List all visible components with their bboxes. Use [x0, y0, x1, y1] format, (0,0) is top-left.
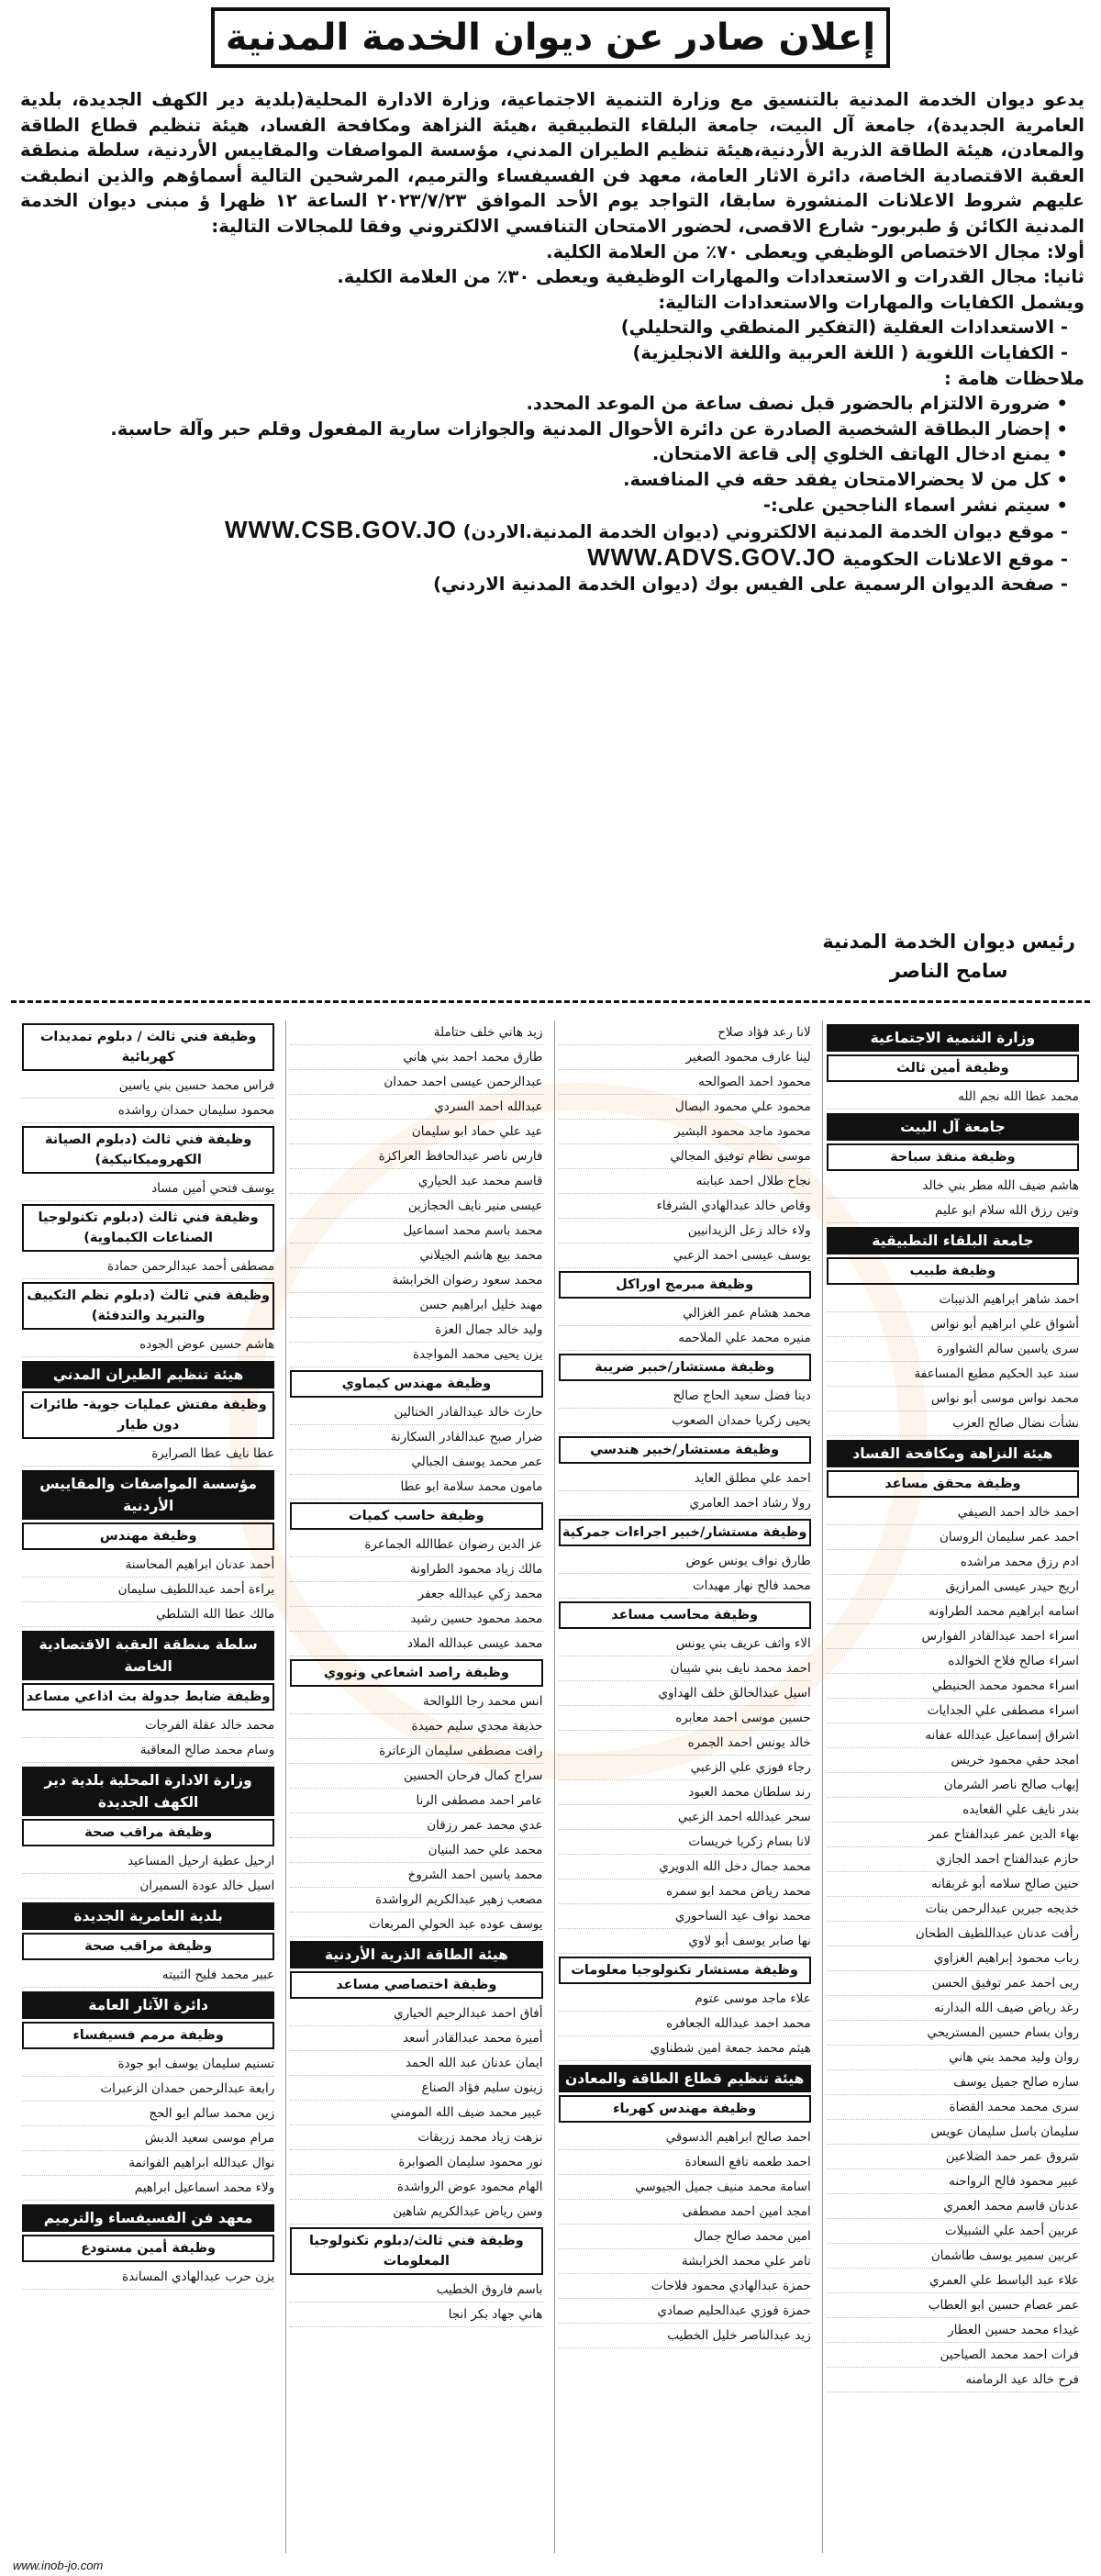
candidate-name: رابعة عبدالرحمن حمدان الزعبرات — [22, 2077, 274, 2102]
candidate-name: رند سلطان محمد العبود — [559, 1780, 811, 1805]
candidate-name: إيهاب صالح ناصر الشرمان — [827, 1773, 1079, 1798]
job-heading: وظيفة اختصاصي مساعد — [290, 1971, 542, 1999]
candidate-name: عبدالله احمد السردي — [290, 1095, 542, 1120]
candidate-column-3 — [285, 1020, 546, 2553]
candidate-name: اسيل خالد عودة السميران — [22, 1874, 274, 1899]
candidate-name: أميرة محمد عبدالقادر أسعد — [290, 2026, 542, 2051]
job-heading: وظيفة فني ثالث (دبلوم الصيانة الكهروميكانيكية) — [22, 1126, 274, 1174]
agency-heading: جامعة آل البيت — [827, 1113, 1079, 1141]
candidate-list — [827, 1288, 1079, 1436]
candidate-name: عمر عصام حسين ابو العطاب — [827, 2293, 1079, 2318]
candidate-name: وتين رزق الله سلام ابو عليم — [827, 1199, 1079, 1223]
candidate-name: عربين سمير يوسف طاشمان — [827, 2244, 1079, 2269]
candidate-name: اسراء صالح فلاح الخوالده — [827, 1649, 1079, 1674]
note-2: • إحضار البطاقة الشخصية الصادرة عن دائرة الأحوال المدنية والجوازات سارية المفعول وقلم حبر وآلة حاسبة. — [20, 417, 1084, 442]
candidate-name: يوسف عيسى احمد الزعبي — [559, 1243, 811, 1268]
candidate-name: اريج حيدر عيسى المرازيق — [827, 1575, 1079, 1600]
agency-heading: هيئة تنظيم الطيران المدني — [22, 1361, 274, 1388]
agency-heading: هيئة النزاهة ومكافحة الفساد — [827, 1440, 1079, 1467]
candidate-name: يزن يحيى محمد المواجدة — [290, 1343, 542, 1367]
candidate-name: سرى ياسين سالم الشواورة — [827, 1337, 1079, 1362]
candidate-list — [559, 1020, 811, 1268]
candidate-list — [290, 1020, 542, 1367]
candidate-name: عبير محمد ضيف الله المومني — [290, 2101, 542, 2125]
candidate-name: روان بسام حسين المستريحي — [827, 2021, 1079, 2046]
agency-heading: سلطة منطقة العقبة الاقتصادية الخاصة — [22, 1631, 274, 1680]
candidate-name: محمد ياسين احمد الشروخ — [290, 1863, 542, 1888]
candidate-name: اسيل عبدالخالق خلف الهداوي — [559, 1681, 811, 1706]
candidate-name: رافت مصطفى سليمان الزعاترة — [290, 1739, 542, 1764]
candidate-name: خديجه جبرين عبدالرحمن بنات — [827, 1897, 1079, 1922]
candidate-list — [22, 1176, 274, 1201]
candidate-list — [290, 1533, 542, 1656]
job-heading: وظيفة حاسب كميات — [290, 1502, 542, 1530]
candidate-column-2 — [554, 1020, 815, 2553]
candidate-name: هاني جهاد بكر انجا — [290, 2303, 542, 2327]
note-3: • يمنع ادخال الهاتف الخلوي إلى قاعة الامتحان. — [20, 441, 1084, 467]
mental-aptitude: - الاستعدادات العقلية (التفكير المنطقي والتحليلي) — [20, 315, 1084, 340]
candidate-name: اسراء احمد عبدالقادر الفوارس — [827, 1624, 1079, 1649]
candidate-name: مهند خليل ابراهيم حسن — [290, 1293, 542, 1318]
candidate-name: محمد عطا الله نجم الله — [827, 1085, 1079, 1110]
candidate-name: محمد رياض محمد ابو سمره — [559, 1879, 811, 1904]
job-heading: وظيفة فني ثالث (دبلوم تكنولوجيا الصناعات الكيماوية) — [22, 1204, 274, 1252]
candidate-list — [22, 1074, 274, 1123]
candidate-name: بندر نايف علي القعايده — [827, 1798, 1079, 1823]
candidate-name: محمود احمد الصوالحه — [559, 1070, 811, 1095]
candidate-name: نور محمود سليمان الصوابرة — [290, 2150, 542, 2175]
candidate-name: مالك عطا الله الشلطي — [22, 1602, 274, 1627]
first-field: أولا: مجال الاختصاص الوظيفي ويعطى ٧٠٪ من العلامة الكلية. — [546, 240, 1084, 262]
job-heading: وظيفة مبرمج اوراكل — [559, 1271, 811, 1299]
job-heading: وظيفة طبيب — [827, 1257, 1079, 1285]
candidate-list — [827, 1174, 1079, 1223]
candidate-list — [22, 1849, 274, 1899]
candidate-list — [827, 1085, 1079, 1110]
job-heading: وظيفة أمين مستودع — [22, 2235, 274, 2262]
site-2-label: موقع الاعلانات الحكومية — [842, 548, 1055, 570]
candidate-name: فراس محمد حسين بني ياسين — [22, 1074, 274, 1098]
note-5: • سيتم نشر اسماء الناجحين على:- — [20, 493, 1084, 519]
job-heading: وظيفة مستشار تكنولوجيا معلومات — [559, 1957, 811, 1984]
candidate-name: وليد خالد جمال العزة — [290, 1318, 542, 1343]
candidate-name: ساره صالح جميل يوسف — [827, 2070, 1079, 2095]
candidate-name: دينا فضل سعيد الحاج صالح — [559, 1384, 811, 1409]
site-2-url[interactable]: WWW.ADVS.GOV.JO — [587, 542, 837, 571]
candidate-name: علاء عبد الباسط علي العمري — [827, 2269, 1079, 2293]
candidate-name: اسراء مصطفى علي الجدايات — [827, 1699, 1079, 1723]
candidate-list — [22, 1442, 274, 1466]
agency-heading: مؤسسة المواصفات والمقاييس الأردنية — [22, 1470, 274, 1520]
candidate-name: غيداء محمد حسين العطار — [827, 2318, 1079, 2343]
candidate-list — [22, 2052, 274, 2201]
candidate-name: عبير محمود فالح الرواحنه — [827, 2169, 1079, 2194]
site-1 — [20, 518, 1084, 545]
candidate-name: محمد جمال دخل الله الدويري — [559, 1855, 811, 1879]
signature-block — [822, 927, 1075, 986]
site-3: - صفحة الديوان الرسمية على الفيس بوك (ديوان الخدمة المدنية الاردني) — [20, 572, 1084, 597]
candidate-name: محمد باسم محمد اسماعيل — [290, 1219, 542, 1243]
candidate-columns — [18, 1020, 1083, 2553]
candidate-name: مصطفى أحمد عبدالرحمن حمادة — [22, 1255, 274, 1279]
candidate-name: سرى محمد محمد القضاة — [827, 2095, 1079, 2120]
candidate-name: احمد طعمه نافع السعادة — [559, 2150, 811, 2175]
candidate-name: احمد عمر سليمان الروسان — [827, 1525, 1079, 1550]
candidate-name: امين محمد صالح جمال — [559, 2225, 811, 2249]
second-field: ثانيا: مجال القدرات و الاستعدادات والمهارات الوظيفية ويعطى ٣٠٪ من العلامة الكلية. — [337, 266, 1084, 288]
candidate-name: طارق نواف يونس عوض — [559, 1549, 811, 1574]
candidate-list — [559, 2125, 811, 2348]
job-heading: وظيفة مستشار/خبير اجراءات جمركية — [559, 1519, 811, 1546]
candidate-name: لينا عارف محمود الصغير — [559, 1045, 811, 1070]
candidate-name: محمد هشام عمر الغزالي — [559, 1301, 811, 1326]
candidate-name: الهام محمود عوض الرواشدة — [290, 2175, 542, 2200]
includes-line: ويشمل الكفايات والمهارات والاستعدادات التالية: — [658, 291, 1084, 313]
candidate-name: ولاء محمد اسماعيل ابراهيم — [22, 2176, 274, 2201]
candidate-name: يزن حرب عبدالهادي المساندة — [22, 2265, 274, 2290]
candidate-name: نجاح طلال احمد عبابنه — [559, 1169, 811, 1194]
candidate-list — [559, 1301, 811, 1351]
agency-heading: جامعة البلقاء التطبيقية — [827, 1227, 1079, 1255]
candidate-name: رولا رشاد احمد العامري — [559, 1491, 811, 1516]
candidate-list — [22, 2265, 274, 2290]
candidate-name: محمد زكي عبدالله جعفر — [290, 1582, 542, 1607]
agency-heading: هيئة تنظيم قطاع الطاقة والمعادن — [559, 2065, 811, 2092]
candidate-name: اسامة محمد منيف جميل الجيوسي — [559, 2175, 811, 2200]
agency-heading: معهد فن الفسيفساء والترميم — [22, 2204, 274, 2232]
job-heading: وظيفة مراقب صحة — [22, 1819, 274, 1846]
candidate-name: لانا رعد فؤاد صلاح — [559, 1020, 811, 1045]
job-heading: وظيفة ضابط جدولة بث اذاعي مساعد — [22, 1683, 274, 1711]
agency-heading: دائرة الآثار العامة — [22, 1991, 274, 2019]
candidate-name: ضرار صبح عبدالقادر السكارنة — [290, 1425, 542, 1450]
candidate-name: احمد شاهر ابراهيم الذنيبات — [827, 1288, 1079, 1312]
candidate-name: أفاق احمد عبدالرحيم الحياري — [290, 2002, 542, 2026]
candidate-name: محمد بيع هاشم الجيلاني — [290, 1243, 542, 1268]
candidate-name: فارس ناصر عبدالحافظ العراكزة — [290, 1144, 542, 1169]
candidate-name: نها صابر يوسف أبو لاوي — [559, 1929, 811, 1954]
candidate-list — [22, 1963, 274, 1988]
job-heading: وظيفة محاسب مساعد — [559, 1601, 811, 1629]
candidate-name: عدنان قاسم محمد العمري — [827, 2194, 1079, 2219]
candidate-name: عبدالرحمن عيسى احمد حمدان — [290, 1070, 542, 1095]
candidate-name: خالد يونس احمد الجمره — [559, 1731, 811, 1756]
job-heading: وظيفة مستشار/خبير ضريبة — [559, 1354, 811, 1381]
candidate-name: اشراق إسماعيل عبدالله عفانه — [827, 1723, 1079, 1748]
candidate-name: فرح خالد عيد الرمامنه — [827, 2368, 1079, 2392]
job-heading: وظيفة مراقب صحة — [22, 1933, 274, 1960]
candidate-name: مالك زياد محمود الطراونة — [290, 1557, 542, 1582]
site-1-label: موقع ديوان الخدمة المدنية الالكتروني (ديوان الخدمة المدنية.الاردن) — [462, 521, 1055, 543]
candidate-name: زيد عبدالناصر خليل الخطيب — [559, 2324, 811, 2348]
candidate-name: محمد خالد عقلة الفرجات — [22, 1713, 274, 1738]
candidate-name: سحر عبدالله احمد الزعبي — [559, 1805, 811, 1830]
candidate-name: مرام موسى سعيد الدبش — [22, 2126, 274, 2151]
candidate-name: يحيى زكريا حمدان الصعوب — [559, 1409, 811, 1433]
signature-title: رئيس ديوان الخدمة المدنية — [822, 931, 1075, 953]
notes-title: ملاحظات هامة : — [944, 367, 1084, 389]
candidate-name: ايمان عدنان عبد الله الحمد — [290, 2051, 542, 2076]
candidate-name: ربى احمد عمر توفيق الحسن — [827, 1971, 1079, 1996]
candidate-name: لانا بسام زكريا خريسات — [559, 1830, 811, 1855]
candidate-name: محمود ماجد محمود البشير — [559, 1120, 811, 1144]
candidate-name: احمد علي مطلق العايد — [559, 1466, 811, 1491]
candidate-list — [290, 2002, 542, 2225]
candidate-list — [559, 1384, 811, 1433]
candidate-name: رجاء فوزي علي الزعبي — [559, 1756, 811, 1780]
candidate-name: هاشم حسين عوض الجوده — [22, 1333, 274, 1357]
candidate-list — [290, 1400, 542, 1500]
dashed-divider — [11, 1000, 1090, 1003]
job-heading: وظيفة مستشار/خبير هندسي — [559, 1436, 811, 1464]
candidate-list — [290, 2278, 542, 2327]
footer-url: www.inob-jo.com — [13, 2559, 104, 2572]
candidate-list — [22, 1255, 274, 1279]
candidate-name: تسنيم سليمان يوسف ابو جودة — [22, 2052, 274, 2077]
candidate-name: عز الدين رضوان عطاالله الجماعرة — [290, 1533, 542, 1557]
signature-name: سامح الناصر — [889, 960, 1008, 982]
page-title — [211, 7, 890, 68]
candidate-column-1 — [822, 1020, 1083, 2553]
candidate-name: شروق عمر حمد الضلاعين — [827, 2145, 1079, 2169]
candidate-name: زينون سليم فؤاد الصناع — [290, 2076, 542, 2101]
candidate-name: هيثم محمد جمعة امين شطناوي — [559, 2036, 811, 2061]
candidate-name: محمد عيسى عبدالله الملاد — [290, 1632, 542, 1656]
candidate-name: محمد فالح نهار مهيدات — [559, 1574, 811, 1599]
candidate-name: باسم فاروق الخطيب — [290, 2278, 542, 2303]
candidate-name: محمد علي حمد البنيان — [290, 1838, 542, 1863]
language-aptitude: - الكفايات اللغوية ( اللغة العربية واللغة الانجليزية) — [20, 340, 1084, 366]
candidate-list — [290, 1689, 542, 1937]
agency-heading: بلدية العامرية الجديدة — [22, 1902, 274, 1930]
candidate-name: موسى نظام توفيق المجالي — [559, 1144, 811, 1169]
candidate-name: فرات احمد محمد الصياحين — [827, 2343, 1079, 2368]
candidate-name: محمود سليمان حمدان رواشده — [22, 1098, 274, 1123]
candidate-list — [22, 1713, 274, 1763]
candidate-name: نوال عبدالله ابراهيم الفوانمة — [22, 2151, 274, 2176]
candidate-name: احمد صالح ابراهيم الدسوقي — [559, 2125, 811, 2150]
candidate-name: عطا نايف عطا الصرايرة — [22, 1442, 274, 1466]
candidate-name: محمد سعود رضوان الخرابشة — [290, 1268, 542, 1293]
candidate-name: طارق محمد احمد بني هاني — [290, 1045, 542, 1070]
candidate-name: حارث خالد عبدالقادر الخنالين — [290, 1400, 542, 1425]
candidate-name: زيد هاني خلف حتاملة — [290, 1020, 542, 1045]
site-1-url[interactable]: WWW.CSB.GOV.JO — [225, 516, 457, 544]
candidate-name: احمد محمد نايف بني شيبان — [559, 1656, 811, 1681]
candidate-list — [22, 1553, 274, 1627]
candidate-name: محمد نواف عيد الساحوري — [559, 1904, 811, 1929]
candidate-name: رغد رياض ضيف الله البدارنه — [827, 1996, 1079, 2021]
candidate-name: عدي محمد عمر رزقان — [290, 1813, 542, 1838]
candidate-name: حسين موسى احمد معابره — [559, 1706, 811, 1731]
candidate-name: قاسم محمد عبد الحياري — [290, 1169, 542, 1194]
candidate-name: يوسف عوده عبد الحولي المربعات — [290, 1912, 542, 1937]
job-heading: وظيفة مرمم فسيفساء — [22, 2022, 274, 2049]
note-4: • كل من لا يحضرالامتحان يفقد حقه في المنافسة. — [20, 467, 1084, 493]
candidate-name: حنين صالح سلامه أبو غربقانه — [827, 1872, 1079, 1897]
candidate-name: سليمان باسل سليمان عويس — [827, 2120, 1079, 2145]
candidate-name: منيره محمد علي الملاحمه — [559, 1326, 811, 1351]
agency-heading: وزارة التنمية الاجتماعية — [827, 1024, 1079, 1052]
intro-text — [20, 87, 1084, 597]
job-heading: وظيفة فني ثالث (دبلوم نظم التكييف والتبريد والتدفئة) — [22, 1282, 274, 1330]
job-heading: وظيفة راصد اشعاعي ونووي — [290, 1659, 542, 1687]
candidate-name: حمزة عبدالهادي محمود فلاحات — [559, 2274, 811, 2299]
candidate-name: ادم رزق محمد مراشده — [827, 1550, 1079, 1575]
candidate-name: أشواق علي ابراهيم أبو نواس — [827, 1312, 1079, 1337]
candidate-name: امجد حقي محمود خريس — [827, 1748, 1079, 1773]
candidate-name: رباب محمود إبراهيم الغزاوي — [827, 1946, 1079, 1971]
candidate-name: وسن رياض عبدالكريم شاهين — [290, 2200, 542, 2225]
candidate-column-4 — [18, 1020, 278, 2553]
candidate-name: محمود علي محمود البصال — [559, 1095, 811, 1120]
candidate-name: نزهت زياد محمد زريقات — [290, 2125, 542, 2150]
candidate-name: سند عبد الحكيم مطيع المساعفة — [827, 1362, 1079, 1387]
candidate-name: حازم عبدالفتاح احمد الجازي — [827, 1847, 1079, 1872]
candidate-name: تامر علي محمد الخرابشة — [559, 2249, 811, 2274]
candidate-list — [559, 1549, 811, 1599]
candidate-name: ارحيل عطية ارحيل المساعيد — [22, 1849, 274, 1874]
job-heading: وظيفة مهندس كيماوي — [290, 1370, 542, 1398]
note-1: • ضرورة الالتزام بالحضور قبل نصف ساعة من الموعد المحدد. — [20, 391, 1084, 417]
job-heading: وظيفة منقذ سباحة — [827, 1143, 1079, 1171]
candidate-name: حمزة فوزي عبدالحليم صمادي — [559, 2299, 811, 2324]
candidate-list — [559, 1632, 811, 1954]
candidate-name: عامر احمد مصطفى الرنا — [290, 1789, 542, 1813]
agency-heading: وزارة الادارة المحلية بلدية دير الكهف الجديدة — [22, 1767, 274, 1816]
candidate-name: نشأت نضال صالح العزب — [827, 1411, 1079, 1436]
candidate-list — [22, 1333, 274, 1357]
page-title-text: إعلان صادر عن ديوان الخدمة المدنية — [225, 17, 876, 59]
job-heading: وظيفة فني ثالث/دبلوم تكنولوجيا المعلومات — [290, 2227, 542, 2275]
candidate-name: انس محمد رجا اللوالحة — [290, 1689, 542, 1714]
candidate-list — [827, 1500, 1079, 2392]
candidate-list — [559, 1466, 811, 1516]
candidate-name: عبير محمد فليح الثبيته — [22, 1963, 274, 1988]
candidate-name: روان وليد محمد بني هاني — [827, 2046, 1079, 2070]
candidate-name: محمد نواس موسى أبو نواس — [827, 1387, 1079, 1411]
candidate-name: اسامه ابراهيم محمد الطراونه — [827, 1600, 1079, 1624]
job-heading: وظيفة محقق مساعد — [827, 1470, 1079, 1498]
candidate-name: اسراء محمود محمد الحنيطي — [827, 1674, 1079, 1699]
candidate-name: احمد خالد احمد الصيفي — [827, 1500, 1079, 1525]
agency-heading: هيئة الطاقة الذرية الأردنية — [290, 1941, 542, 1968]
candidate-name: وسام محمد صالح المعاقبة — [22, 1738, 274, 1763]
candidate-name: عربين أحمد علي الشبيلات — [827, 2219, 1079, 2244]
candidate-name: محمد محمود حسين رشيد — [290, 1607, 542, 1632]
job-heading: وظيفة مهندس كهرباء — [559, 2095, 811, 2123]
site-2 — [20, 542, 1084, 573]
job-heading: وظيفة مفتش عمليات جوية- طائرات دون طيار — [22, 1391, 274, 1439]
candidate-name: يوسف فتحي أمين مساد — [22, 1176, 274, 1201]
candidate-name: محمد احمد عبدالله الجعافره — [559, 2012, 811, 2036]
candidate-name: حذيفة مجدي سليم حميدة — [290, 1714, 542, 1739]
candidate-name: مصعب زهير عبدالكريم الرواشدة — [290, 1888, 542, 1912]
candidate-name: وقاص خالد عبدالهادي الشرفاء — [559, 1194, 811, 1219]
candidate-name: بهاء الدين عمر عبدالفتاح عمر — [827, 1823, 1079, 1847]
candidate-list — [559, 1987, 811, 2061]
candidate-name: مامون محمد سلامة ابو عطا — [290, 1475, 542, 1500]
candidate-name: أحمد عدنان ابراهيم المحاسنة — [22, 1553, 274, 1578]
candidate-name: سراج كمال فرحان الحسين — [290, 1764, 542, 1789]
candidate-name: الاء واثف عريف بني يونس — [559, 1632, 811, 1656]
intro-paragraph: يدعو ديوان الخدمة المدنية بالتنسيق مع وزارة التنمية الاجتماعية، وزارة الادارة المحلية(بلدية دير الكهف الجديدة، بلدية العامرية الجديدة)، جامعة آل البيت، جامعة البلقاء التطبيقية ،هيئة النزاهة ومكافحة الفساد، هيئة تنظيم قطاع الطاقة والمعادن، هيئة الطاقة الذرية الأردنية،هيئة تنظيم الطيران المدني، مؤسسة المواصفات والمقاييس الأردنية، سلطة منطقة العقبة الاقتصادية الخاصة، دائرة الاثار العامة، معهد فن الفسيفساء والترميم، المرشحين التالية أسماؤهم والذين انطبقت عليهم شروط الاعلانات المنشورة سابقا، التواجد يوم الأحد الموافق ٢٠٢٣/٧/٢٣ الساعة ١٢ ظهرا ؤ مبنى ديوان الخدمة المدنية الكائن ؤ طبربور- شارع الاقصى، لحضور الامتحان التنافسي الالكتروني وفقا للمجالات التالية: — [20, 89, 1084, 237]
candidate-name: ولاء خالد زعل الزيدانيين — [559, 1219, 811, 1243]
job-heading: وظيفة فني ثالث / دبلوم تمديدات كهربائية — [22, 1023, 274, 1071]
candidate-name: عمر محمد يوسف الجبالي — [290, 1450, 542, 1475]
candidate-name: عيد علي حماد ابو سليمان — [290, 1120, 542, 1144]
candidate-name: رأفت عدنان عبداللطيف الطحان — [827, 1922, 1079, 1946]
candidate-name: عيسى منير نايف الحجازين — [290, 1194, 542, 1219]
candidate-name: زين محمد سالم ابو الحج — [22, 2102, 274, 2126]
candidate-name: امجد امين احمد مصطفى — [559, 2200, 811, 2225]
candidate-name: هاشم ضيف الله مطر بني خالد — [827, 1174, 1079, 1199]
candidate-name: علاء ماجد موسى عتوم — [559, 1987, 811, 2012]
candidate-name: براءة أحمد عبداللطيف سليمان — [22, 1578, 274, 1602]
job-heading: وظيفة أمين ثالث — [827, 1054, 1079, 1082]
job-heading: وظيفة مهندس — [22, 1522, 274, 1550]
